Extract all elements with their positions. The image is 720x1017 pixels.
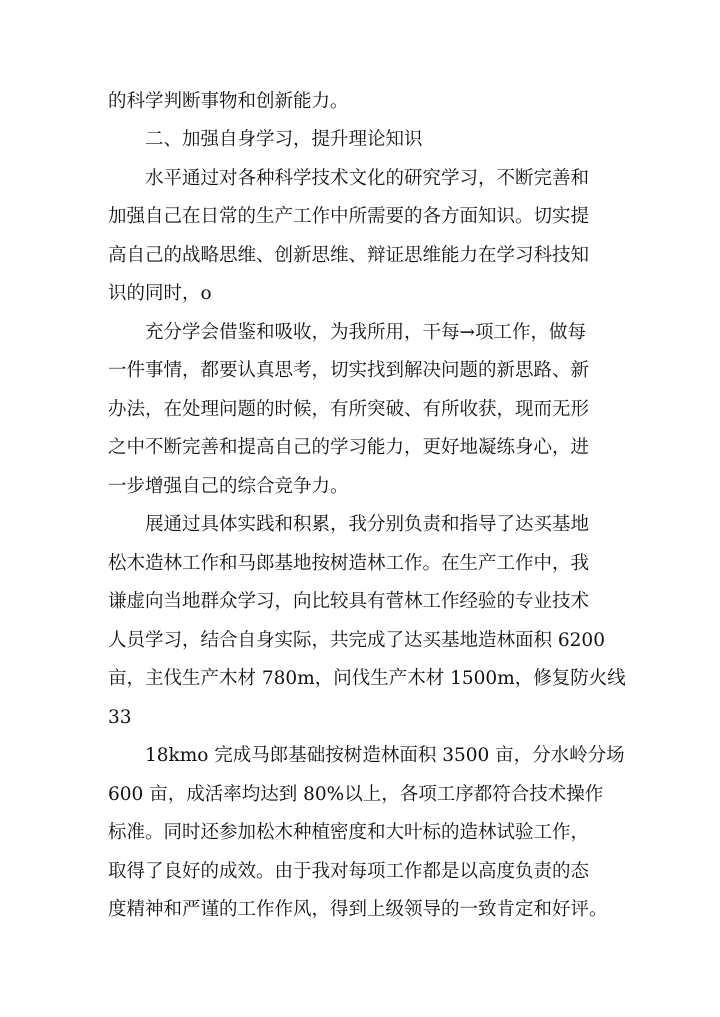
text-line: 一步增强自己的综合竞争力。	[108, 476, 349, 497]
text-line: 人员学习，结合自身实际，共完成了达买基地造林面积 6200	[108, 630, 605, 651]
text-line: 18kmo 完成马郎基础按树造林面积 3500 亩，分水岭分场	[145, 745, 625, 766]
text-line: 亩，主伐生产木材 780m，问伐生产木材 1500m，修复防火线	[108, 668, 626, 689]
text-line: 标准。同时还参加松木种植密度和大叶标的造林试验工作，	[108, 822, 590, 843]
text-line: 水平通过对各种科学技术文化的研究学习，不断完善和	[145, 168, 590, 189]
text-line: 的科学判断事物和创新能力。	[108, 91, 349, 112]
text-line: 办法，在处理问题的时候，有所突破、有所收获，现而无形	[108, 399, 590, 420]
text-line: 33	[108, 707, 132, 728]
text-line: 识的同时，o	[108, 283, 212, 304]
text-line: 展通过具体实践和积累，我分别负责和指导了达买基地	[145, 514, 590, 535]
text-line: 之中不断完善和提高自己的学习能力，更好地凝练身心，进	[108, 437, 590, 458]
text-line: 谦虚向当地群众学习，向比较具有菅林工作经验的专业技术	[108, 591, 590, 612]
text-line: 加强自己在日常的生产工作中所需要的各方面知识。切实提	[108, 206, 590, 227]
text-line: 松木造林工作和马郎基地按树造林工作。在生产工作中，我	[108, 553, 590, 574]
section-heading: 二、加强自身学习，提升理论知识	[145, 129, 423, 150]
text-line: 取得了良好的成效。由于我对每项工作都是以高度负责的态	[108, 861, 590, 882]
text-line: 高自己的战略思维、创新思维、辩证思维能力在学习科技知	[108, 245, 590, 266]
text-line: 充分学会借鉴和吸收，为我所用，干每→项工作，做每	[145, 322, 587, 343]
text-line: 600 亩，成活率均达到 80%以上，各项工序都符合技术操作	[108, 784, 604, 805]
text-line: 一件事情，都要认真思考，切实找到解决问题的新思路、新	[108, 360, 590, 381]
text-line: 度精神和严谨的工作作风，得到上级领导的一致肯定和好评。	[108, 899, 608, 920]
